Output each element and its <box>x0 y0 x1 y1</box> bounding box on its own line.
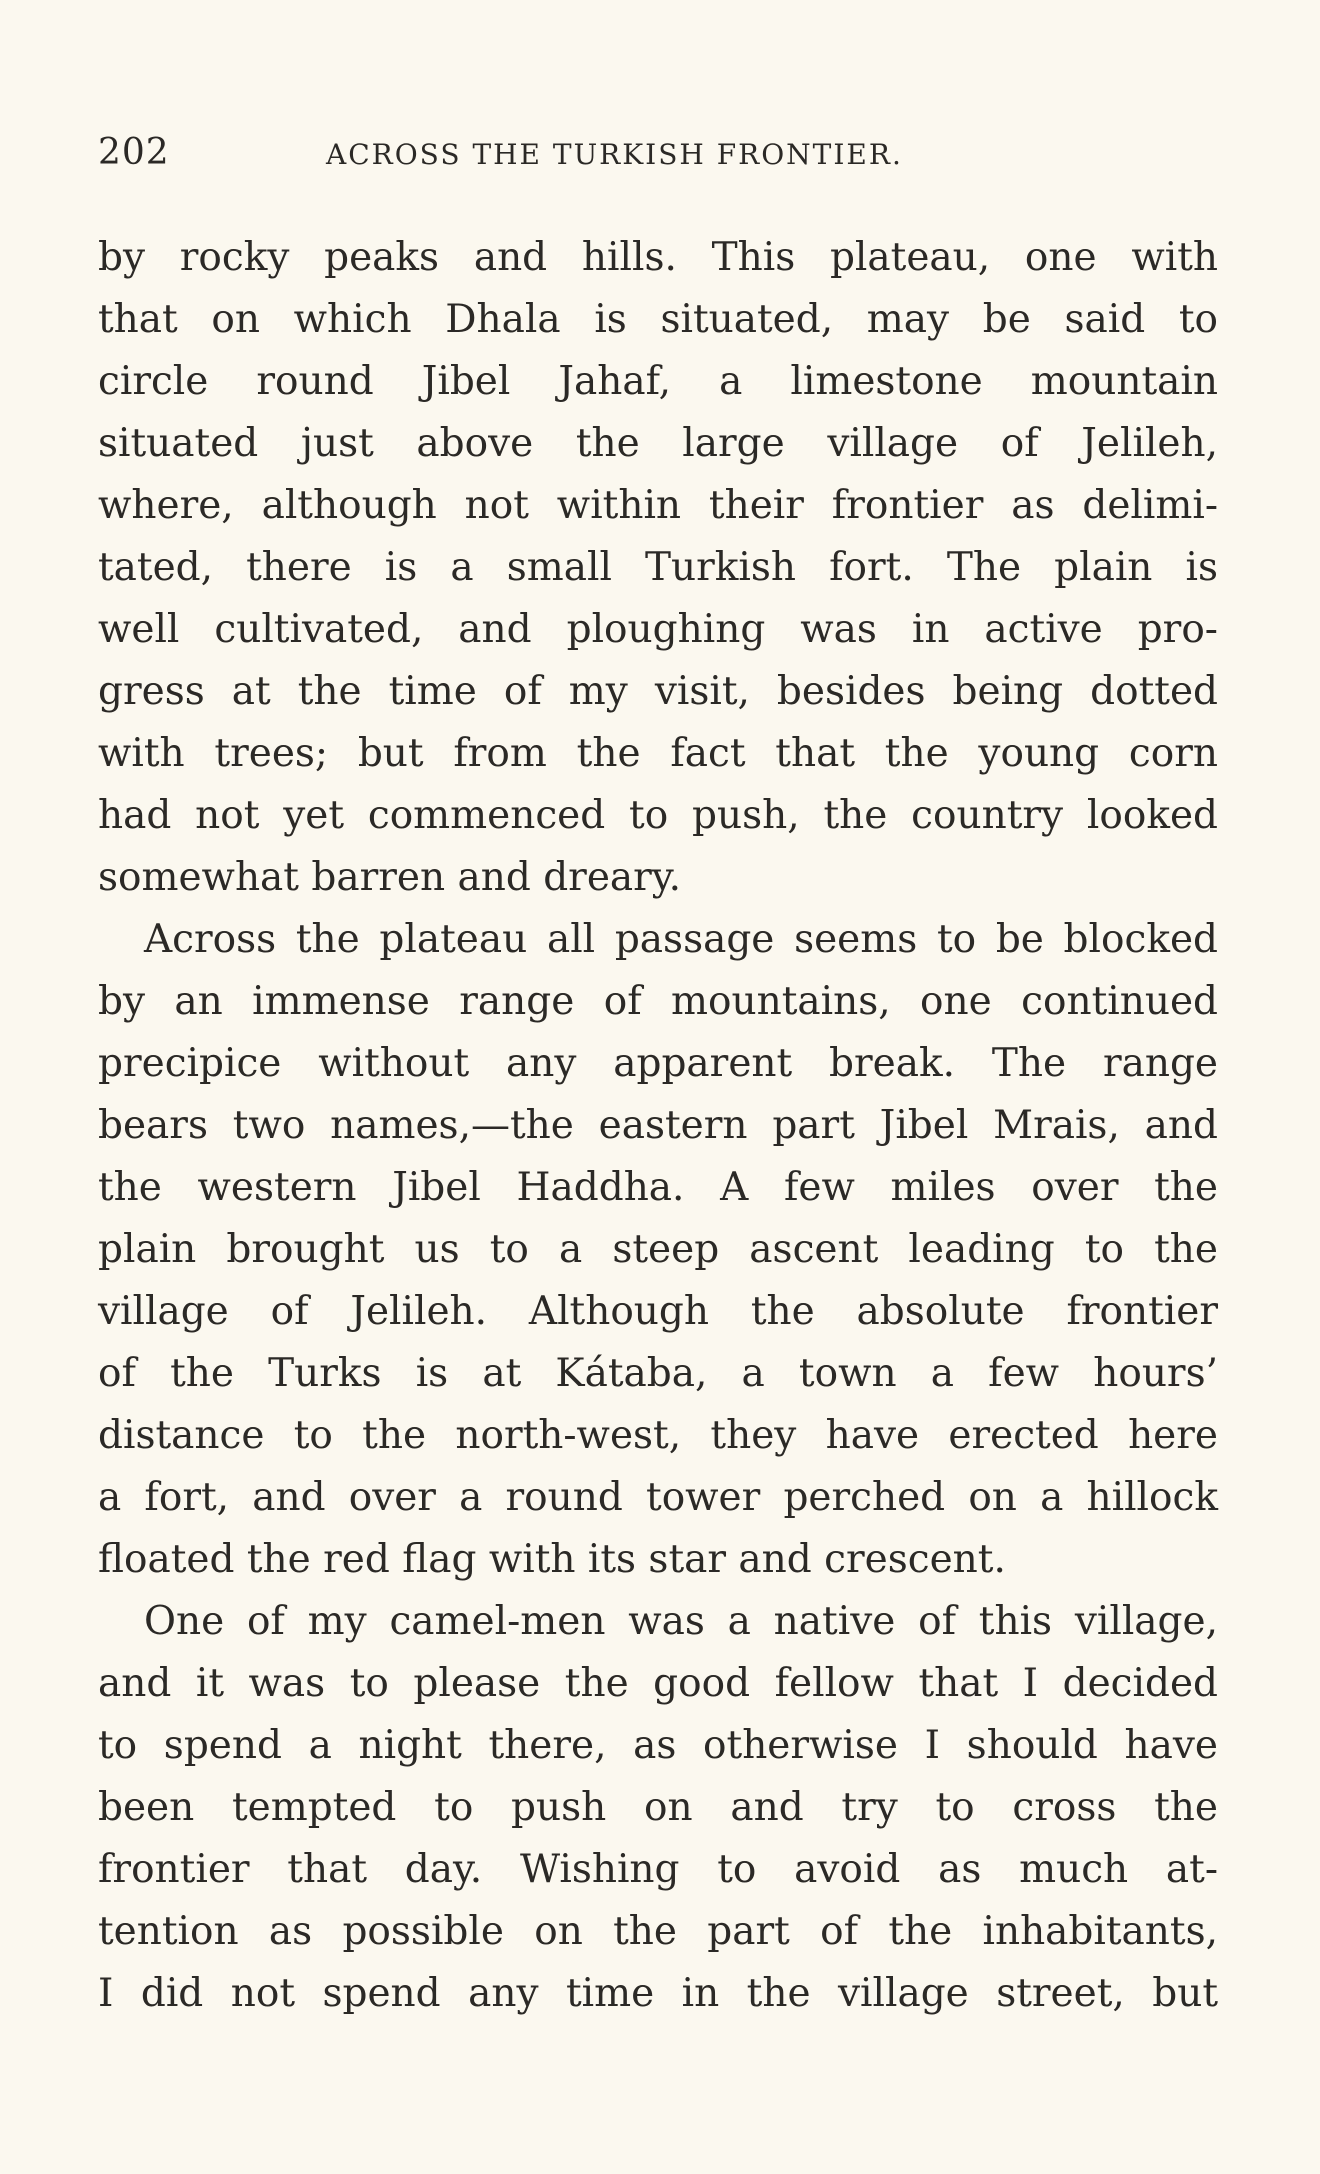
paragraph <box>98 1591 1218 2025</box>
page-header <box>98 128 988 178</box>
text-line: circle round Jibel Jahaf, a limestone mountain <box>98 359 1218 404</box>
text-line: plain brought us to a steep ascent leading to the <box>98 1227 1218 1272</box>
text-line: a fort, and over a round tower perched on a hillock <box>98 1475 1218 1520</box>
text-line: well cultivated, and ploughing was in active pro- <box>98 607 1218 652</box>
text-line: precipice without any apparent break. The range <box>98 1041 1218 1086</box>
text-line: tention as possible on the part of the inhabitants, <box>98 1909 1218 1954</box>
paragraph <box>98 909 1218 1591</box>
text-line: of the Turks is at Kátaba, a town a few hours’ <box>98 1351 1218 1396</box>
text-line: and it was to please the good fellow that I decided <box>98 1661 1218 1706</box>
text-line: gress at the time of my visit, besides being dotted <box>98 669 1218 714</box>
text-line: by rocky peaks and hills. This plateau, one with <box>98 235 1218 280</box>
text-line: bears two names,—the eastern part Jibel Mrais, and <box>98 1103 1218 1148</box>
text-line: One of my camel-men was a native of this village, <box>144 1599 1218 1644</box>
text-line: where, although not within their frontier as delimi- <box>98 483 1218 528</box>
text-line: had not yet commenced to push, the country looked <box>98 793 1218 838</box>
text-line: distance to the north-west, they have erected here <box>98 1413 1218 1458</box>
paragraph <box>98 227 1218 909</box>
text-line: by an immense range of mountains, one continued <box>98 979 1218 1024</box>
text-line: situated just above the large village of Jelileh, <box>98 421 1218 466</box>
text-line: I did not spend any time in the village street, but <box>98 1971 1218 2016</box>
text-line: somewhat barren and dreary. <box>98 855 682 900</box>
text-line: to spend a night there, as otherwise I should have <box>98 1723 1218 1768</box>
page-number: 202 <box>98 132 170 173</box>
text-line: that on which Dhala is situated, may be said to <box>98 297 1218 342</box>
text-line: village of Jelileh. Although the absolute frontier <box>98 1289 1218 1334</box>
text-line: the western Jibel Haddha. A few miles over the <box>98 1165 1218 1210</box>
text-line: floated the red flag with its star and crescent. <box>98 1537 1006 1582</box>
text-line: been tempted to push on and try to cross the <box>98 1785 1218 1830</box>
body-text <box>98 227 1218 2025</box>
text-line: Across the plateau all passage seems to be blocked <box>144 917 1218 962</box>
running-head: ACROSS THE TURKISH FRONTIER. <box>326 138 903 171</box>
text-line: with trees; but from the fact that the young corn <box>98 731 1218 776</box>
text-line: tated, there is a small Turkish fort. The plain is <box>98 545 1218 590</box>
text-line: frontier that day. Wishing to avoid as much at- <box>98 1847 1218 1892</box>
